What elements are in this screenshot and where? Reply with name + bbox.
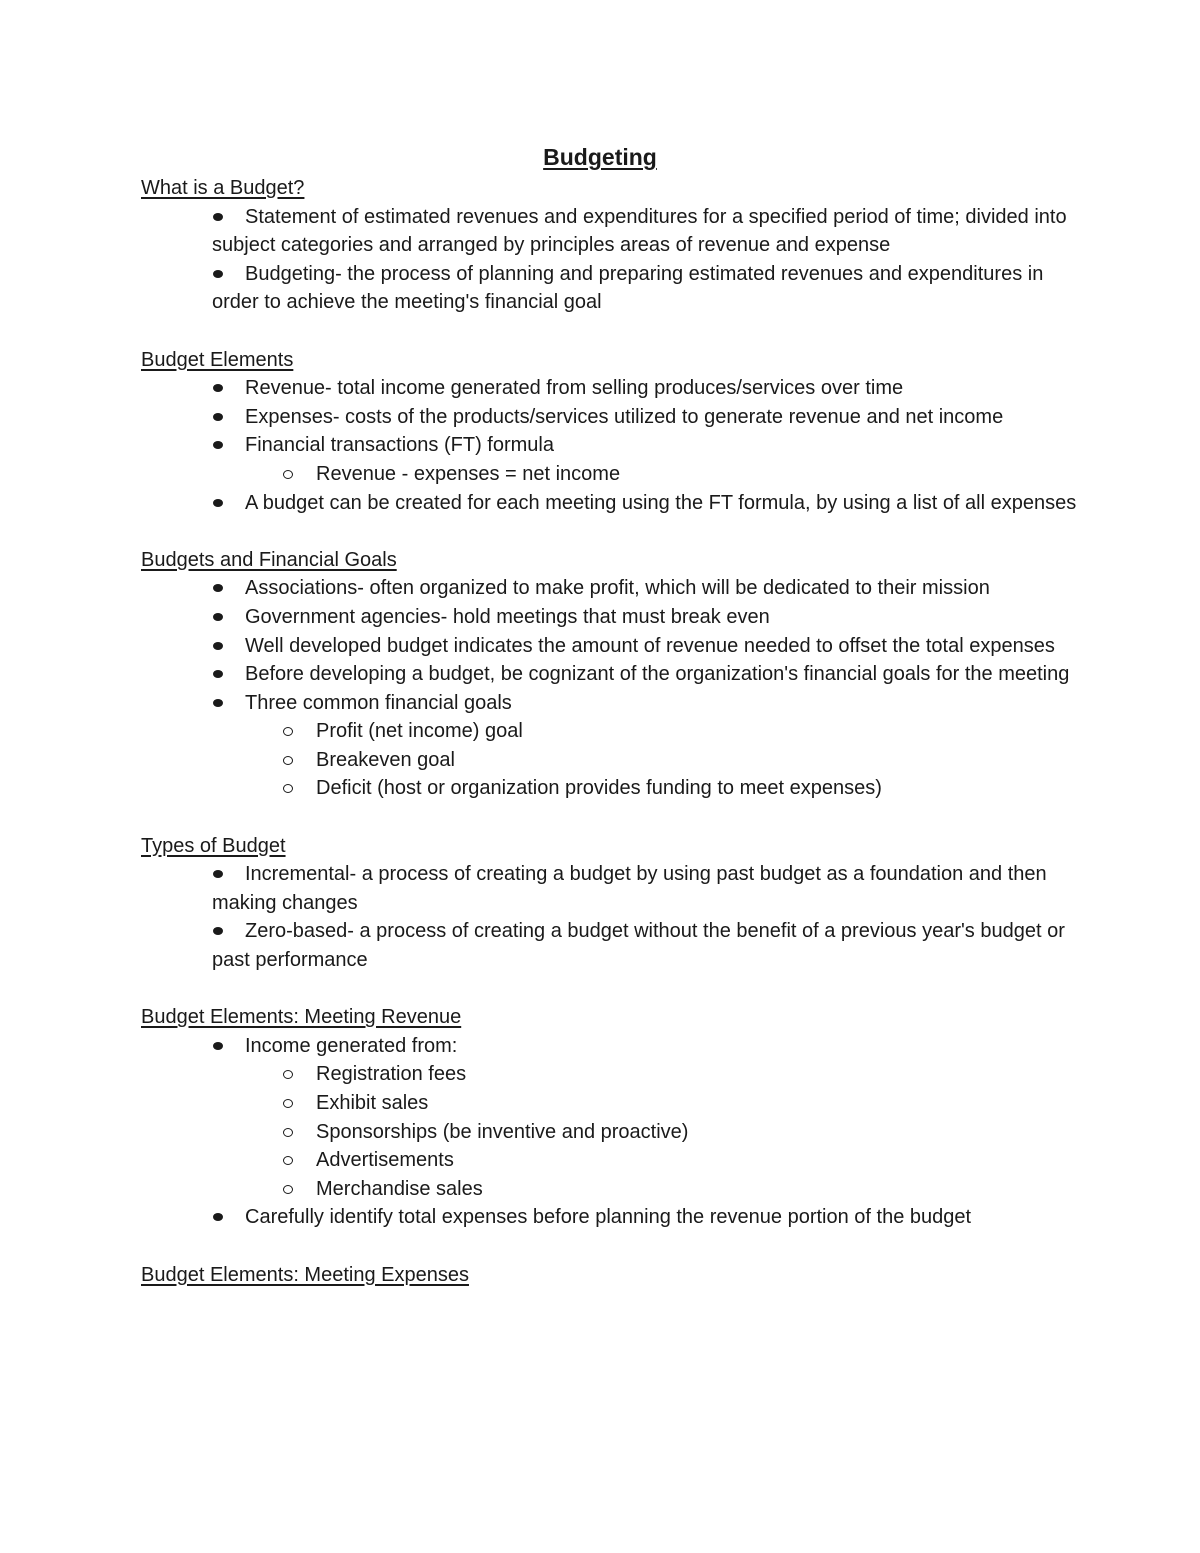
list-item-text: Before developing a budget, be cognizant of the organization's financial goals for the meeting bbox=[245, 663, 1070, 686]
list-item-text: Income generated from: bbox=[245, 1034, 458, 1057]
bullet-icon bbox=[213, 642, 223, 650]
section-heading: Budget Elements: Meeting Revenue bbox=[141, 1006, 462, 1029]
sub-list-item bbox=[141, 1175, 1081, 1204]
sub-list-item bbox=[141, 717, 1081, 746]
section-types-of-budget bbox=[141, 832, 1081, 975]
section-heading: Types of Budget bbox=[141, 834, 286, 857]
section-budget-elements bbox=[141, 346, 1081, 518]
list-item-text: Government agencies- hold meetings that must break even bbox=[245, 605, 770, 628]
list-item bbox=[141, 660, 1081, 689]
section-heading: Budgets and Financial Goals bbox=[141, 548, 397, 571]
sub-list-item-text: Deficit (host or organization provides funding to meet expenses) bbox=[316, 777, 882, 800]
list-item-text: Expenses- costs of the products/services utilized to generate revenue and net income bbox=[245, 405, 1004, 428]
hollow-bullet-icon bbox=[283, 784, 293, 793]
list-item-text: Associations- often organized to make profit, which will be dedicated to their mission bbox=[245, 577, 990, 600]
bullet-icon bbox=[213, 384, 223, 392]
list-item-text: Financial transactions (FT) formula bbox=[245, 434, 554, 457]
list-item-text: Well developed budget indicates the amount of revenue needed to offset the total expenses bbox=[245, 634, 1055, 657]
bullet-icon bbox=[213, 1042, 223, 1050]
list-item bbox=[141, 489, 1081, 518]
bullet-icon bbox=[213, 499, 223, 507]
sub-list-item-text: Breakeven goal bbox=[316, 748, 455, 771]
hollow-bullet-icon bbox=[283, 1070, 293, 1079]
sub-list-item-text: Registration fees bbox=[316, 1063, 467, 1086]
list-item bbox=[141, 860, 1081, 917]
list-item bbox=[141, 431, 1081, 460]
list-item bbox=[141, 1032, 1081, 1061]
hollow-bullet-icon bbox=[283, 727, 293, 736]
bullet-icon bbox=[213, 584, 223, 592]
section-budgets-and-financial-goals bbox=[141, 546, 1081, 803]
section-heading: Budget Elements bbox=[141, 348, 294, 371]
list-item bbox=[141, 574, 1081, 603]
sub-list-item-text: Advertisements bbox=[316, 1149, 454, 1172]
hollow-bullet-icon bbox=[283, 1185, 293, 1194]
section-heading: Budget Elements: Meeting Expenses bbox=[141, 1263, 469, 1286]
sub-list-item-text: Merchandise sales bbox=[316, 1177, 483, 1200]
bullet-icon bbox=[213, 1213, 223, 1221]
list-item-text: Three common financial goals bbox=[245, 691, 512, 714]
list-item bbox=[141, 403, 1081, 432]
sub-list-item bbox=[141, 1146, 1081, 1175]
list-item bbox=[141, 917, 1081, 974]
document-title: Budgeting bbox=[543, 144, 657, 170]
hollow-bullet-icon bbox=[283, 1128, 293, 1137]
sub-list-item-text: Revenue - expenses = net income bbox=[316, 462, 621, 485]
list-item-text: Carefully identify total expenses before planning the revenue portion of the budget bbox=[245, 1206, 972, 1229]
sub-list-item bbox=[141, 1089, 1081, 1118]
list-item-text: Incremental- a process of creating a budget by using past budget as a foundation and then making changes bbox=[212, 863, 1047, 914]
list-item-text: Budgeting- the process of planning and preparing estimated revenues and expenditures in order to achieve the meeting's financial goal bbox=[212, 262, 1044, 314]
list-item bbox=[141, 603, 1081, 632]
bullet-icon bbox=[213, 927, 223, 935]
sub-list-item bbox=[141, 746, 1081, 775]
sub-list-item-text: Exhibit sales bbox=[316, 1092, 429, 1114]
bullet-icon bbox=[213, 870, 223, 878]
sub-list-item-text: Profit (net income) goal bbox=[316, 720, 523, 743]
list-item bbox=[141, 689, 1081, 718]
sub-list-item-text: Sponsorships (be inventive and proactive) bbox=[316, 1120, 689, 1143]
list-item bbox=[141, 260, 1081, 317]
list-item-text: Revenue- total income generated from selling produces/services over time bbox=[245, 377, 904, 400]
list-item-text: A budget can be created for each meeting using the FT formula, by using a list of all expenses bbox=[245, 491, 1077, 514]
bullet-icon bbox=[213, 699, 223, 707]
section-what-is-a-budget bbox=[141, 174, 1081, 317]
hollow-bullet-icon bbox=[283, 1156, 293, 1165]
document-body bbox=[141, 174, 1081, 1318]
bullet-icon bbox=[213, 613, 223, 621]
hollow-bullet-icon bbox=[283, 1099, 293, 1108]
bullet-icon bbox=[213, 413, 223, 421]
list-item bbox=[141, 1203, 1081, 1232]
section-heading: What is a Budget? bbox=[141, 177, 305, 199]
bullet-icon bbox=[213, 270, 223, 278]
list-item bbox=[141, 632, 1081, 661]
section-meeting-expenses bbox=[141, 1261, 1081, 1290]
list-item-text: Zero-based- a process of creating a budget without the benefit of a previous year's budget or past performance bbox=[212, 920, 1065, 972]
hollow-bullet-icon bbox=[283, 756, 293, 765]
list-item bbox=[141, 374, 1081, 403]
bullet-icon bbox=[213, 213, 223, 221]
bullet-icon bbox=[213, 441, 223, 449]
sub-list-item bbox=[141, 1060, 1081, 1089]
sub-list-item bbox=[141, 1118, 1081, 1147]
section-meeting-revenue bbox=[141, 1003, 1081, 1232]
sub-list-item bbox=[141, 460, 1081, 489]
hollow-bullet-icon bbox=[283, 470, 293, 479]
bullet-icon bbox=[213, 670, 223, 678]
list-item bbox=[141, 203, 1081, 260]
list-item-text: Statement of estimated revenues and expenditures for a specified period of time; divided into subject categories and arranged by principles areas of revenue and expense bbox=[212, 205, 1067, 257]
sub-list-item bbox=[141, 774, 1081, 803]
